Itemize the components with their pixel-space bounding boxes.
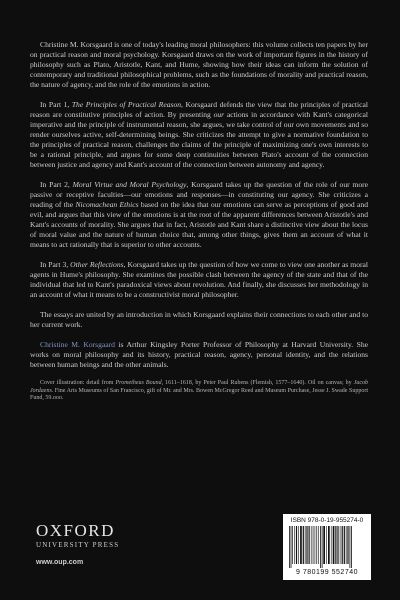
blurb-paragraph-part1 [30,100,368,170]
artist-name: Jacob Jordaens [30,380,369,394]
blurb-paragraph-part2 [30,180,368,250]
blurb-text: Christine M. Korsgaard is one of today's leading moral philosophers: this volume collects ten papers by her on practical reason and moral psychology. Korsgaard draws on the work of important figures in the history of philosophy such as Plato, Aristotle, Kant, and Hume, showing how their ideas can inform the solution of contemporary and traditional philosophical problems, such as the foundations of morality and practical reason, the nature of agency, and the role of the emotions in action. [30,40,368,89]
barcode-bar [344,526,345,564]
author-name: Christine M. Korsgaard [40,340,115,349]
barcode-bar [298,526,299,564]
barcode-bar [305,526,306,564]
barcode-bar [289,526,290,568]
barcode-bar [342,526,343,564]
blurb-emphasis: our [213,110,225,119]
barcode-bar [309,526,310,564]
blurb-text: , Korsgaard defends the view that the principles of practical reason are constitutive principles of action. By presenting [30,100,369,119]
blurb-text: The essays are united by an introduction in which Korsgaard explains their connections to each other and to her current work. [30,310,368,329]
barcode-bar [322,526,323,568]
barcode-bar [337,526,338,564]
blurb-text: based on the idea that our emotions can serve as perceptions of good and evil, and argues that this view of the emotions is at the root of the apparent differences between Aristotle's and Kant's accounts of morality. She argues that in fact, Aristotle and Kant share a distinctive view about the locus of moral value and the nature of human choice that, among other things, gives them an account of what it means to act rationally that is superior to other accounts. [30,200,368,249]
barcode-bar [335,526,336,564]
blurb-text: , Korsgaard takes up the question of the role of our more passive or receptive faculties—our emotions and responses—in constituting our agency. She criticizes a reading of the [30,180,369,209]
barcode-bar [346,526,347,564]
publisher-url: www.oup.com [36,559,84,566]
publisher-logo [36,522,146,566]
blurb-paragraph-part3 [30,260,368,300]
barcode-bar [311,526,312,564]
blurb-text: actions in accordance with Kant's categorical imperative and the principle of instrumental reason, she argues, we take control of our own movements and so render ourselves active, self-determining beings. She criticizes the attempt to give a normative foundation to the principles of practical reason, challenges the claims of the principle of maximizing one's own interests to be a rational principle, and argues for some deep continuities between Plato's account of the connection between justice and agency and Kant's account of the connection between autonomy and agency. [30,110,368,169]
barcode-bar [294,526,295,564]
barcode-bar [323,526,325,564]
blurb-text: In Part 3, [40,260,71,269]
barcode-bar [313,526,314,564]
barcode-bar [291,526,292,568]
barcode-bar [320,526,321,568]
blurb-paragraph-intro [30,40,368,90]
credits-text: Cover illustration: detail from [40,380,116,386]
barcode-bar [340,526,341,564]
barcode-bar [333,526,335,564]
barcode-bar [326,526,327,564]
barcode-bar [350,526,351,568]
barcode-digits: 9 780199 552740 [296,569,358,576]
blurb-paragraph-summary [30,310,368,330]
barcode-bar [315,526,316,564]
barcode-bar [316,526,317,564]
part1-title: The Principles of Practical Reason [71,100,182,109]
barcode-bar [351,526,352,568]
barcode-bar [318,526,319,564]
barcode-bars [287,526,367,568]
author-bio [30,340,368,370]
work-title: Nicomachean Ethics [75,200,139,209]
barcode-bar [292,526,293,564]
barcode-bar [306,526,307,564]
part2-title: Moral Virtue and Moral Psychology [72,180,187,189]
back-cover-blurb [30,40,368,403]
barcode-bar [331,526,332,564]
isbn-barcode [283,514,371,580]
barcode-bar [328,526,330,564]
isbn-label: ISBN 978-0-19-955274-0 [290,517,364,524]
credits-text: , 1611–1618, by Peter Paul Rubens (Flemish, 1577–1640). Oil on canvas; [161,380,346,386]
barcode-bar [303,526,304,564]
part3-title: Other Reflections [70,260,124,269]
blurb-text: In Part 1, [40,100,72,109]
credits-text: . Fine Arts Museums of San Francisco, gift of Mr. and Mrs. Bowen McGregor Reed and Museum Purchase, Jesse J. Swade Support Fund, 59.ooo. [30,387,368,402]
blurb-text: , Korsgaard takes up the question of how we come to view one another as moral agents in Hume's philosophy. She examines the possible clash between the agency of the state and that of the individual that led to Kant's paradoxical views about revolution. And finally, she discusses her methodology in an account of what it means to be a constructivist moral philosopher. [30,260,369,299]
credits-text: by [345,380,354,386]
author-bio-text: is Arthur Kingsley Porter Professor of Philosophy at Harvard University. She works on moral philosophy and its history, practical reason, agency, personal identity, and the relations between human beings and the other animals. [30,340,368,369]
barcode-bar [347,526,348,564]
cover-credits [30,380,368,403]
artwork-title: Prometheus Bound [115,380,162,386]
blurb-text: In Part 2, [40,180,73,189]
publisher-name: OXFORD [36,521,115,540]
barcode-bar [296,526,297,564]
barcode-bar [300,526,302,564]
publisher-press: UNIVERSITY PRESS [36,541,120,549]
